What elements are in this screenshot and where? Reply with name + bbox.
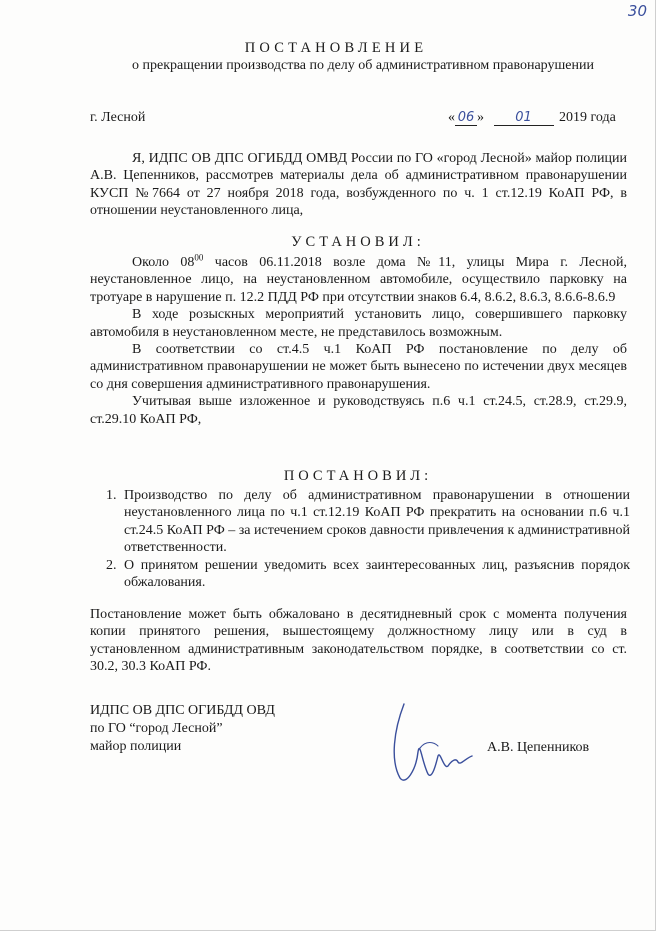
- time-minutes: 00: [194, 252, 204, 263]
- date-year: 2019 года: [559, 110, 616, 125]
- time-text: Около 08: [132, 255, 195, 270]
- established-paragraph-1: [90, 254, 627, 306]
- handwritten-signature: [386, 700, 486, 790]
- document-subtitle: о прекращении производства по делу об административном правонарушении: [132, 58, 594, 73]
- list-item-text: Производство по делу об административном правонарушении в отношении неустановленного лица по ч.1 ст.12.19 КоАП РФ прекратить на основании п.6 ч.1 ст.24.5 КоАП РФ – за истечением сроков давности привлечения к административной ответственности.: [124, 488, 630, 556]
- list-item-number: 1.: [106, 488, 117, 503]
- established-heading: УСТАНОВИЛ:: [291, 234, 425, 250]
- established-paragraph-4: Учитывая выше изложенное и руководствуясь п.6 ч.1 ст.24.5, ст.28.9, ст.29.9, ст.29.10 КоАП РФ,: [90, 394, 627, 427]
- signatory-rank: майор полиции: [90, 739, 182, 754]
- signatory-name: А.В. Цепенников: [487, 740, 590, 755]
- intro-paragraph: [90, 150, 627, 220]
- list-item: [106, 487, 630, 557]
- resolved-heading: ПОСТАНОВИЛ:: [283, 468, 433, 484]
- incident-text: часов 06.11.2018 возле дома №11, улицы Мира г. Лесной, неустановленное лицо, на неустановленном автомобиле, осуществило парковку на тротуаре в нарушение п. 12.2 ПДД РФ при отсутствии знаков 6.4, 8.6.2, 8.6.3, 8.6.6-8.6.9: [90, 255, 627, 305]
- city: г. Лесной: [90, 110, 146, 125]
- established-paragraph-2: В ходе розыскных мероприятий установить лицо, совершившего парковку автомобиля в неустановленном месте, не представилось возможным.: [90, 307, 627, 340]
- list-item-number: 2.: [106, 557, 117, 573]
- date-close-quote: »: [477, 110, 484, 125]
- established-paragraph-3: В соответствии со ст.4.5 ч.1 КоАП РФ постановление по делу об административном правонарушении не может быть вынесено по истечении двух месяцев со дня совершения административного правонарушения.: [90, 342, 627, 392]
- date-open-quote: «: [448, 110, 455, 125]
- signatory-block: [90, 702, 275, 756]
- appeal-text: Постановление может быть обжаловано в десятидневный срок с момента получения копии принятого решения, вышестоящему должностному лицу или в суд в установленном административным законодательством порядке, в соответствии со ст. 30.2, 30.3 КоАП РФ.: [90, 607, 627, 675]
- appeal-paragraph: [90, 606, 627, 676]
- document-title: ПОСТАНОВЛЕНИЕ: [244, 40, 428, 56]
- list-item: [106, 557, 630, 592]
- handwritten-page-number: 30: [627, 2, 647, 20]
- signatory-department: по ГО “город Лесной”: [90, 721, 223, 736]
- resolved-list: [106, 487, 630, 591]
- date-day: 06: [455, 111, 477, 126]
- established-section: [90, 254, 627, 428]
- date-month: 01: [494, 111, 554, 126]
- list-item-text: О принятом решении уведомить всех заинтересованных лиц, разъяснив порядок обжалования.: [124, 557, 630, 591]
- intro-text: Я, ИДПС ОВ ДПС ОГИБДД ОМВД России по ГО «город Лесной» майор полиции А.В. Цепенников, рассмотрев материалы дела об административном правонарушении КУСП №7664 от 27 ноября 2018 года, возбужденного по ч. 1 ст.12.19 КоАП РФ, в отношении неустановленного лица,: [90, 151, 627, 219]
- signatory-position: ИДПС ОВ ДПС ОГИБДД ОВД: [90, 703, 275, 718]
- document-date: [448, 110, 616, 126]
